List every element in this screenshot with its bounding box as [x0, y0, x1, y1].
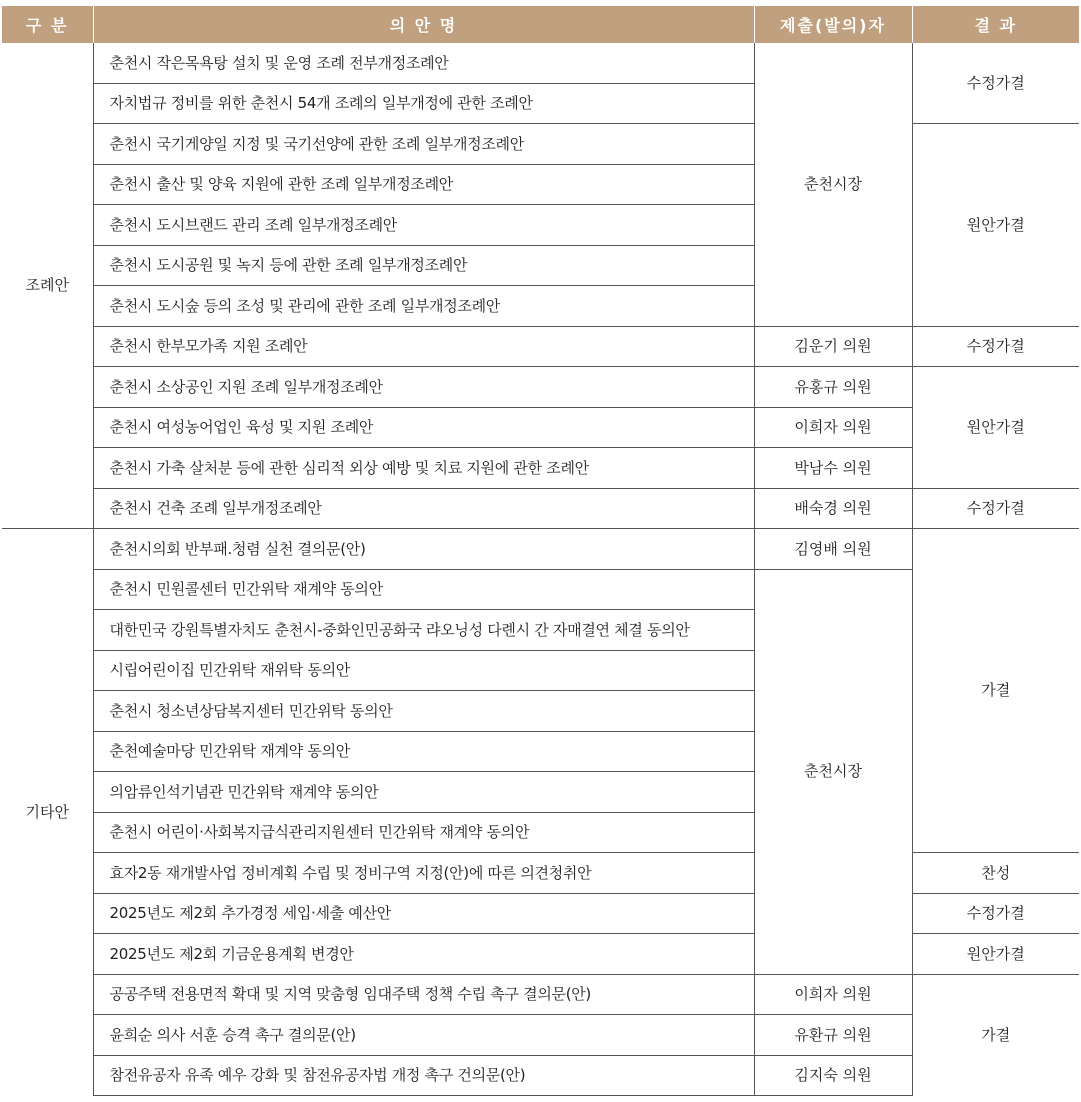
bill-title: 시립어린이집 민간위탁 재위탁 동의안 [93, 650, 754, 691]
bill-title: 대한민국 강원특별자치도 춘천시-중화인민공화국 랴오닝성 다롄시 간 자매결연 체결 동의안 [93, 610, 754, 651]
header-category: 구 분 [2, 6, 93, 43]
table-row [2, 974, 1079, 1015]
proposer-cell: 춘천시장 [754, 43, 912, 326]
result-cell: 수정가결 [912, 488, 1079, 529]
header-proposer: 제출(발의)자 [754, 6, 912, 43]
table-row [2, 893, 1079, 934]
bill-title: 춘천시 가축 살처분 등에 관한 심리적 외상 예방 및 치료 지원에 관한 조례안 [93, 448, 754, 489]
result-cell: 원안가결 [912, 124, 1079, 327]
proposer-cell: 김운기 의원 [754, 326, 912, 367]
bill-title: 춘천시 작은목욕탕 설치 및 운영 조례 전부개정조례안 [93, 43, 754, 83]
bill-title: 춘천예술마당 민간위탁 재계약 동의안 [93, 731, 754, 772]
proposer-cell: 이희자 의원 [754, 974, 912, 1015]
bill-title: 춘천시 도시공원 및 녹지 등에 관한 조례 일부개정조례안 [93, 245, 754, 286]
header-title: 의 안 명 [93, 6, 754, 43]
header-row [2, 6, 1079, 43]
proposer-cell: 김지숙 의원 [754, 1055, 912, 1096]
proposer-cell: 유환규 의원 [754, 1015, 912, 1056]
table-row [2, 529, 1079, 570]
bill-title: 춘천시 소상공인 지원 조례 일부개정조례안 [93, 367, 754, 408]
bill-title: 춘천시 청소년상담복지센터 민간위탁 동의안 [93, 691, 754, 732]
table-row [2, 853, 1079, 894]
table-row [2, 43, 1079, 83]
header-result: 결 과 [912, 6, 1079, 43]
bill-title: 춘천시 출산 및 양육 지원에 관한 조례 일부개정조례안 [93, 164, 754, 205]
table-row [2, 326, 1079, 367]
result-cell: 수정가결 [912, 43, 1079, 124]
category-other: 기타안 [2, 529, 93, 1096]
result-cell: 수정가결 [912, 893, 1079, 934]
proposer-cell: 박남수 의원 [754, 448, 912, 489]
bill-title: 춘천시 여성농어업인 육성 및 지원 조례안 [93, 407, 754, 448]
bill-title: 자치법규 정비를 위한 춘천시 54개 조례의 일부개정에 관한 조례안 [93, 83, 754, 124]
bill-title: 춘천시의회 반부패.청렴 실천 결의문(안) [93, 529, 754, 570]
result-cell: 가결 [912, 529, 1079, 853]
bill-title: 참전유공자 유족 예우 강화 및 참전유공자법 개정 촉구 건의문(안) [93, 1055, 754, 1096]
result-cell: 수정가결 [912, 326, 1079, 367]
proposer-cell: 배숙경 의원 [754, 488, 912, 529]
bill-title: 2025년도 제2회 추가경정 세입·세출 예산안 [93, 893, 754, 934]
bill-title: 효자2동 재개발사업 정비계획 수립 및 정비구역 지정(안)에 따른 의견청취안 [93, 853, 754, 894]
bill-title: 윤희순 의사 서훈 승격 촉구 결의문(안) [93, 1015, 754, 1056]
bill-title: 공공주택 전용면적 확대 및 지역 맞춤형 임대주택 정책 수립 촉구 결의문(안) [93, 974, 754, 1015]
bill-title: 2025년도 제2회 기금운용계획 변경안 [93, 934, 754, 975]
bill-results-table [2, 6, 1079, 1096]
bill-title: 춘천시 도시숲 등의 조성 및 관리에 관한 조례 일부개정조례안 [93, 286, 754, 327]
bill-title: 춘천시 국기게양일 지정 및 국기선양에 관한 조례 일부개정조례안 [93, 124, 754, 165]
category-ordinance: 조례안 [25, 276, 69, 295]
proposer-cell: 이희자 의원 [754, 407, 912, 448]
proposer-cell: 춘천시장 [754, 569, 912, 974]
table-row [2, 124, 1079, 165]
result-cell: 가결 [912, 974, 1079, 1096]
table-row [2, 934, 1079, 975]
table-row [2, 488, 1079, 529]
bill-title: 춘천시 한부모가족 지원 조례안 [93, 326, 754, 367]
bill-title: 춘천시 민원콜센터 민간위탁 재계약 동의안 [93, 569, 754, 610]
result-cell: 찬성 [912, 853, 1079, 894]
results-table [2, 6, 1079, 1096]
table-row [2, 367, 1079, 408]
bill-title: 춘천시 어린이·사회복지급식관리지원센터 민간위탁 재계약 동의안 [93, 812, 754, 853]
bill-title: 의암류인석기념관 민간위탁 재계약 동의안 [93, 772, 754, 813]
bill-title: 춘천시 건축 조례 일부개정조례안 [93, 488, 754, 529]
result-cell: 원안가결 [912, 934, 1079, 975]
result-cell: 원안가결 [912, 367, 1079, 489]
proposer-cell: 김영배 의원 [754, 529, 912, 570]
bill-title: 춘천시 도시브랜드 관리 조례 일부개정조례안 [93, 205, 754, 246]
proposer-cell: 유홍규 의원 [754, 367, 912, 408]
